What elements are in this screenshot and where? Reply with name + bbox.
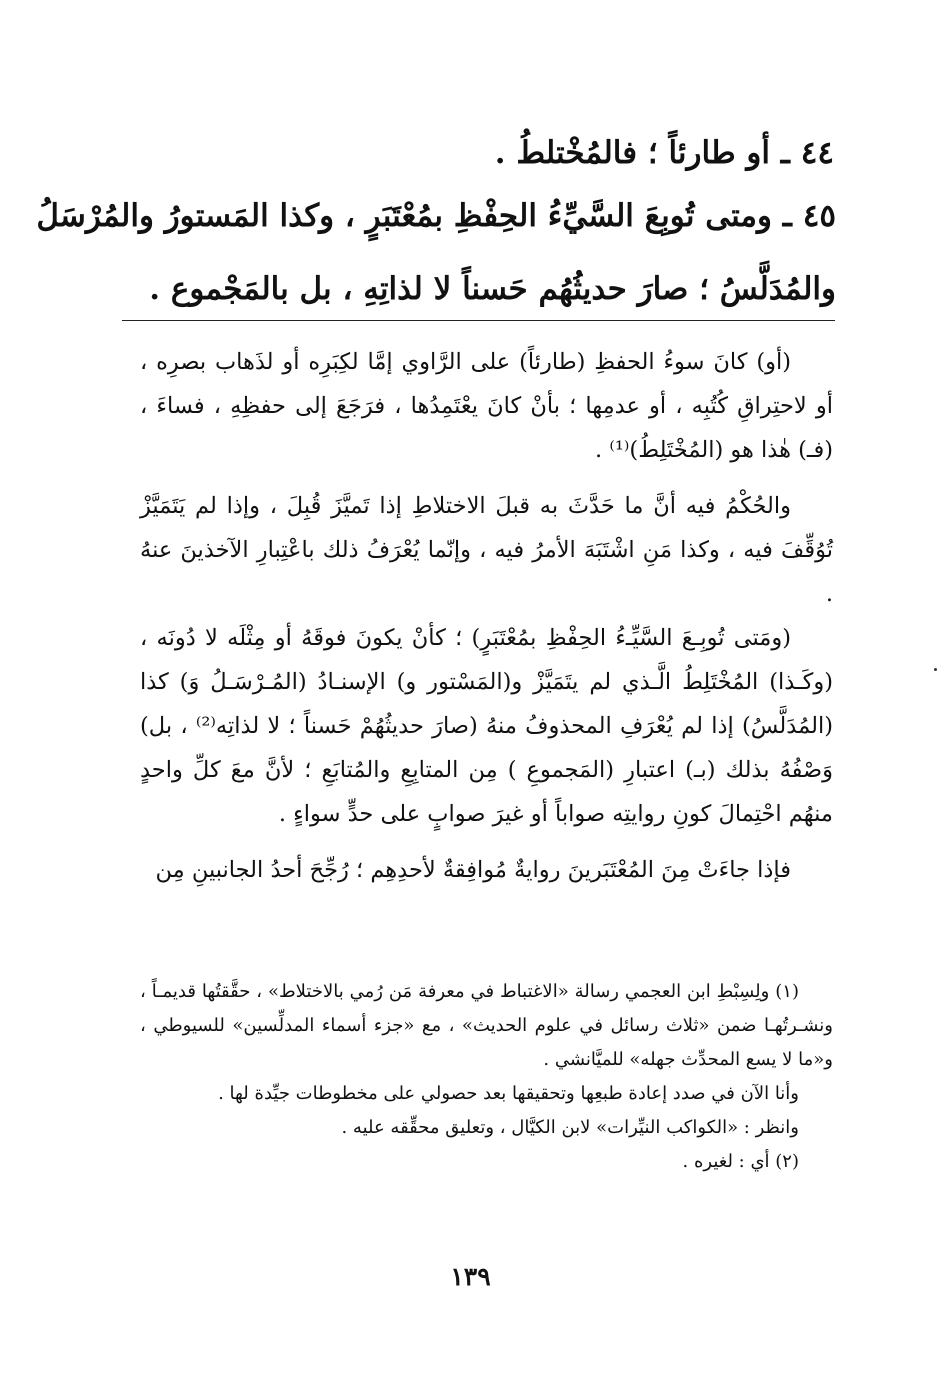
footnote-1-see-also: وانظر : «الكواكب النيِّرات» لابن الكيَّال ، وتعليق محقِّقه عليه . — [341, 1117, 799, 1138]
scan-speck — [934, 668, 937, 671]
commentary-paragraph-3: (ومَتى تُوبِـعَ السَّيِّـءُ الحِفْظِ بمُعْتَبَرٍ) ؛ كأنْ يكونَ فوقَهُ أو مِثْلَه لا دُونَه ، (وكَـذا) المُخْتَلِطُ الَّـذي لم يتَمَيَّزْ و(المَسْتور و) الإسنـادُ (المُـرْسَـلُ وَ) كذا (المُدَلَّسُ) إذا لم يُعْرَفِ المحذوفُ منهُ (صارَ حديثُهُمْ حَسناً ؛ لا لذاتِه⁽²⁾ ، بل) وَصْفُهُ بذلك (بـ) اعتبارِ (المَجموعِ ) مِن المتابِعِ والمُتابَعِ ؛ لأنَّ معَ كلِّ واحدٍ منهُم احْتِمالَ كونِ روايتِه صواباً أو غيرَ صوابٍ على حدٍّ سواءٍ . — [140, 625, 833, 827]
footnote-1-note: وأنا الآن في صدد إعادة طبعِها وتحقيقها بعد حصولي على مخطوطات جيِّدة لها . — [218, 1083, 799, 1104]
commentary-paragraph-1: (أو) كانَ سوءُ الحفظِ (طارئاً) على الرَّاوي إمَّا لكِبَرِه أو لذَهاب بصرِه ، أو لاحتِراقِ كُتُبِه ، أو عدمِها ؛ بأنْ كانَ يعْتَمِدُها ، فرَجَعَ إلى حفظِهِ ، فساءَ ، (فـ) هٰذا هو (المُخْتَلِطُ)⁽¹⁾ . — [140, 349, 833, 463]
page-number: ١٣٩ — [450, 1262, 491, 1291]
matn-line-45: ٤٥ ـ ومتى تُوبِعَ السَّيِّءُ الحِفْظِ بمُعْتَبَرٍ ، وكذا المَستورُ والمُرْسَلُ — [36, 198, 836, 234]
footnotes — [140, 975, 833, 1179]
footnote-1: (١) ولِسِبْطِ ابن العجمي رسالة «الاغتباط في معرفة مَن رُمي بالاختلاط» ، حقَّقتُها قديمـاً ، ونشـرتُهـا ضمن «ثلاث رسائل في علوم الحديث» ، مع «جزء أسماء المدلِّسين» للسيوطي ، و«ما لا يسع المحدِّث جهله» للميَّانشي . — [140, 981, 833, 1070]
footnote-2: (٢) أي : لغيره . — [682, 1151, 799, 1172]
matn-line-44: ٤٤ ـ أو طارئاً ؛ فالمُخْتلطُ . — [494, 135, 834, 171]
commentary-paragraph-2: والحُكْمُ فيه أنَّ ما حَدَّثَ به قبلَ الاختلاطِ إذا تَميَّزَ قُبِلَ ، وإذا لم يَتَمَيَّزْ تُوُقِّفَ فيه ، وكذا مَنِ اشْتَبَهَ الأمرُ فيه ، وإنّما يُعْرَفُ ذلك باعْتِبارِ الآخذينَ عنهُ . — [140, 493, 833, 607]
commentary-paragraph-4: فإذا جاءَتْ مِنَ المُعْتَبَرينَ روايةٌ مُوافِقةٌ لأحدِهِم ؛ رُجِّحَ أحدُ الجانبينِ مِن — [155, 857, 791, 883]
commentary-body — [140, 340, 833, 892]
matn-line-45-continued: والمُدَلَّسُ ؛ صارَ حديثُهُم حَسناً لا لذاتِهِ ، بل بالمَجْموع . — [149, 271, 836, 307]
matn-separator-line — [122, 320, 835, 321]
